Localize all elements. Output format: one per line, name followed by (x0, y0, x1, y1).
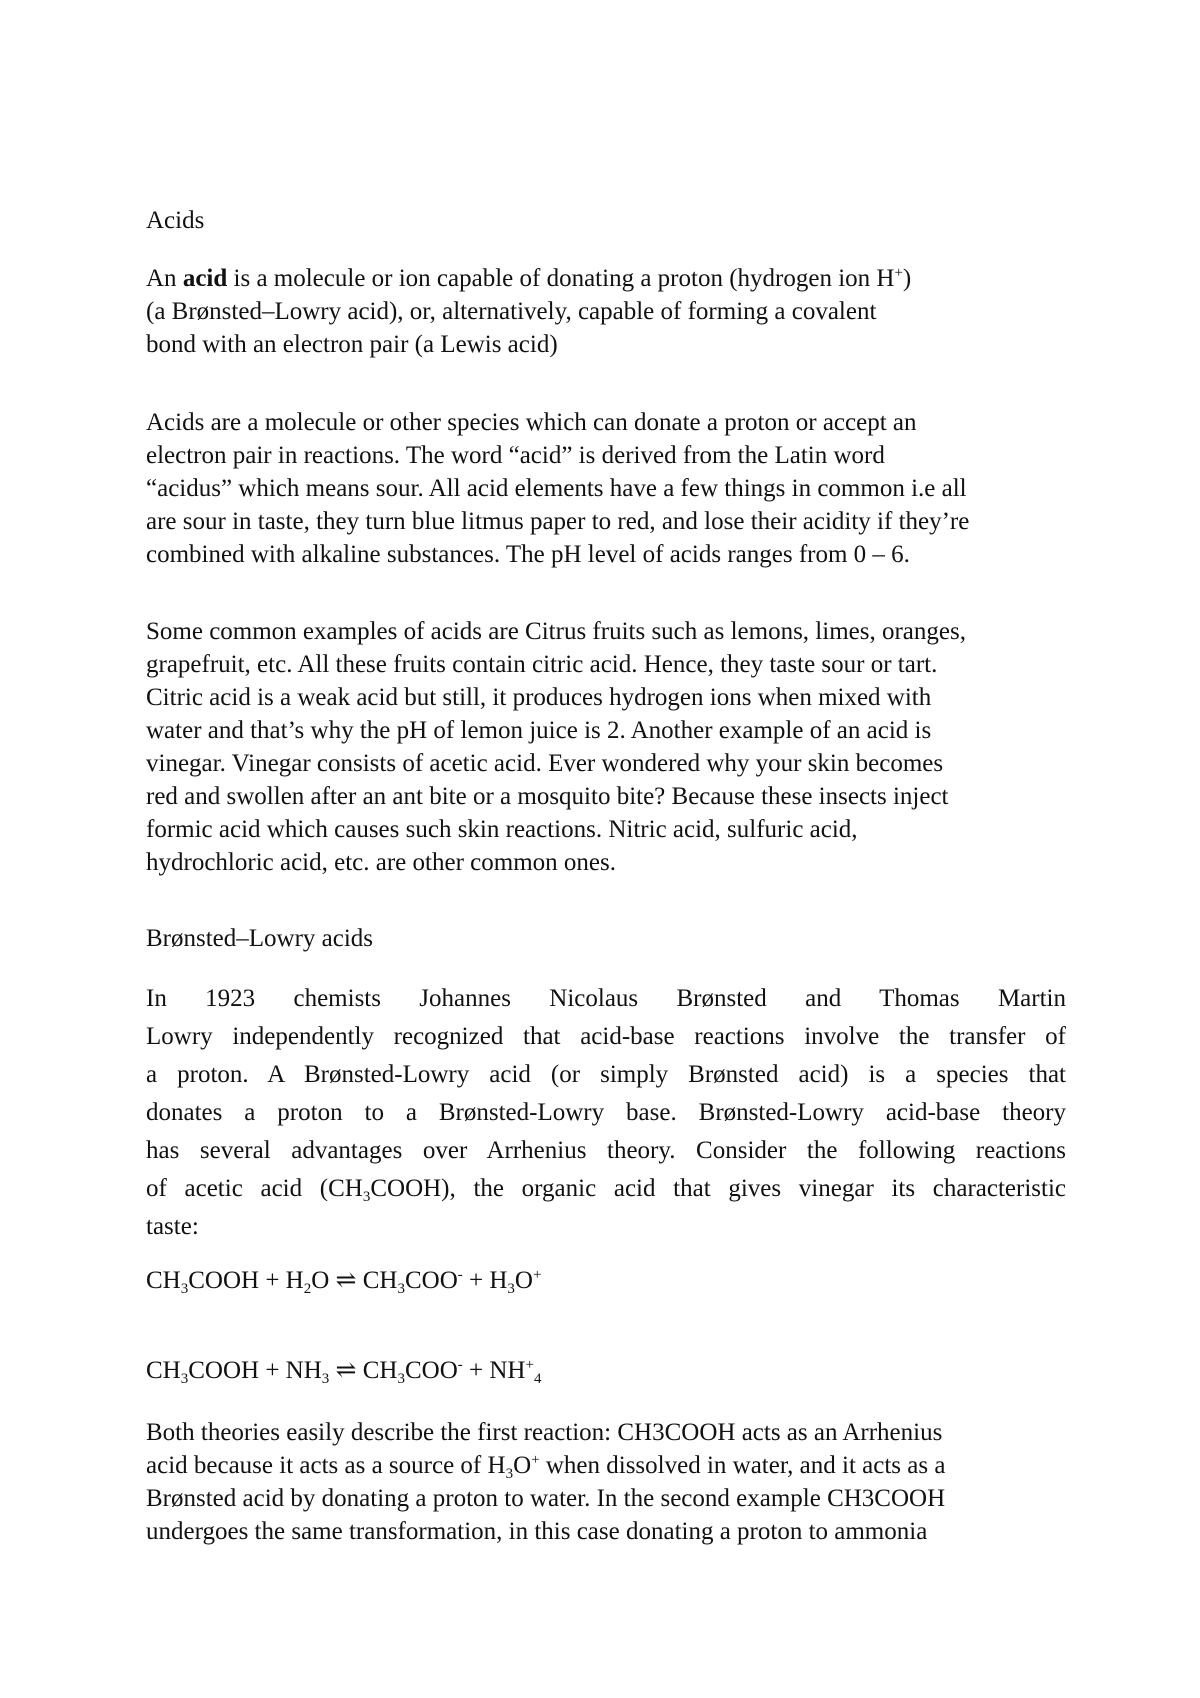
subscript: 3 (321, 1371, 330, 1387)
text-run: ) (902, 265, 912, 292)
paragraph-line: red and swollen after an ant bite or a mosquito bite? Because these insects inject (146, 783, 949, 810)
subscript: 3 (505, 1466, 514, 1482)
paragraph-line: Acids are a molecule or other species which can donate a proton or accept an (146, 409, 917, 436)
paragraph-line: donates a proton to a Brønsted-Lowry base. Brønsted-Lowry acid-base theory (146, 1099, 1066, 1126)
text-run: COO (404, 1357, 458, 1384)
paragraph-line: Brønsted acid by donating a proton to water. In the second example CH3COOH (146, 1485, 946, 1512)
paragraph-line: has several advantages over Arrhenius theory. Consider the following reactions (146, 1137, 1066, 1164)
paragraph-line: water and that’s why the pH of lemon juice is 2. Another example of an acid is (146, 717, 932, 744)
text-run: ⇌ CH (329, 1357, 398, 1384)
text-run: when dissolved in water, and it acts as a (539, 1452, 946, 1479)
paragraph-line (146, 1170, 1066, 1208)
text-run: + H (462, 1267, 508, 1294)
page-title (146, 204, 1066, 237)
text-run: COOH), the organic acid that gives vinegar its characteristic (370, 1175, 1066, 1202)
text-run: CH (146, 1357, 181, 1384)
equation-2 (146, 1354, 541, 1387)
text-run: COO (404, 1267, 458, 1294)
section-heading (146, 922, 1066, 955)
paragraph-line: are sour in taste, they turn blue litmus paper to red, and lose their acidity if they’re (146, 508, 970, 535)
subscript: 3 (180, 1371, 189, 1387)
paragraph-line: Some common examples of acids are Citrus fruits such as lemons, limes, oranges, (146, 618, 966, 645)
paragraph-line (146, 1449, 1066, 1482)
acid-bold-term: acid (182, 265, 228, 292)
paragraph-line: “acidus” which means sour. All acid elements have a few things in common i.e all (146, 475, 967, 502)
examples-paragraph (146, 615, 1066, 879)
subscript: 3 (362, 1189, 371, 1205)
subscript: 3 (397, 1281, 405, 1297)
intro-line-3: bond with an electron pair (a Lewis acid) (146, 331, 558, 358)
text-run: of acetic acid (CH (146, 1175, 363, 1202)
intro-line-2: (a Brønsted–Lowry acid), or, alternatively, capable of forming a covalent (146, 298, 877, 325)
paragraph-line: grapefruit, etc. All these fruits contain citric acid. Hence, they taste sour or tart. (146, 651, 938, 678)
superscript: + (894, 265, 903, 281)
superscript: - (457, 1267, 463, 1283)
superscript: - (457, 1357, 463, 1373)
subscript: 2 (303, 1281, 312, 1297)
intro-line-1 (146, 262, 1066, 295)
text-run: CH (146, 1267, 181, 1294)
text-run: O (514, 1267, 533, 1294)
paragraph-line: taste: (146, 1213, 199, 1240)
subscript: 3 (507, 1281, 515, 1297)
text-run: O ⇌ CH (311, 1267, 398, 1294)
text-run: COOH + NH (188, 1357, 322, 1384)
paragraph-line: combined with alkaline substances. The pH level of acids ranges from 0 – 6. (146, 541, 910, 568)
heading-text: Brønsted–Lowry acids (146, 925, 374, 952)
paragraph-line: Lowry independently recognized that acid-base reactions involve the transfer of (146, 1023, 1066, 1050)
subscript: 3 (397, 1371, 405, 1387)
superscript: + (525, 1357, 534, 1373)
comparison-paragraph (146, 1416, 1066, 1548)
superscript: + (532, 1267, 542, 1283)
paragraph-line: In 1923 chemists Johannes Nicolaus Brønsted and Thomas Martin (146, 985, 1066, 1012)
subscript: 4 (533, 1371, 542, 1387)
acids-definition-paragraph (146, 406, 1066, 571)
paragraph-line: electron pair in reactions. The word “acid” is derived from the Latin word (146, 442, 885, 469)
subscript: 3 (180, 1281, 189, 1297)
paragraph-line: undergoes the same transformation, in this case donating a proton to ammonia (146, 1518, 928, 1545)
paragraph-line: a proton. A Brønsted-Lowry acid (or simply Brønsted acid) is a species that (146, 1061, 1066, 1088)
paragraph-line: formic acid which causes such skin reactions. Nitric acid, sulfuric acid, (146, 816, 858, 843)
text-run: + NH (462, 1357, 526, 1384)
text-run: O (513, 1452, 532, 1479)
superscript: + (531, 1452, 540, 1468)
paragraph-line: Citric acid is a weak acid but still, it produces hydrogen ions when mixed with (146, 684, 932, 711)
text-run: An (146, 265, 183, 292)
intro-paragraph (146, 262, 1066, 361)
text-run: COOH + H (188, 1267, 304, 1294)
paragraph-line: hydrochloric acid, etc. are other common ones. (146, 849, 616, 876)
equation-1 (146, 1264, 541, 1297)
bronsted-lowry-paragraph (146, 980, 1066, 1246)
title-text: Acids (146, 207, 205, 234)
text-run: acid because it acts as a source of H (146, 1452, 506, 1479)
text-run: is a molecule or ion capable of donating a proton (hydrogen ion H (227, 265, 895, 292)
paragraph-line: Both theories easily describe the first reaction: CH3COOH acts as an Arrhenius (146, 1419, 943, 1446)
paragraph-line: vinegar. Vinegar consists of acetic acid. Ever wondered why your skin becomes (146, 750, 944, 777)
